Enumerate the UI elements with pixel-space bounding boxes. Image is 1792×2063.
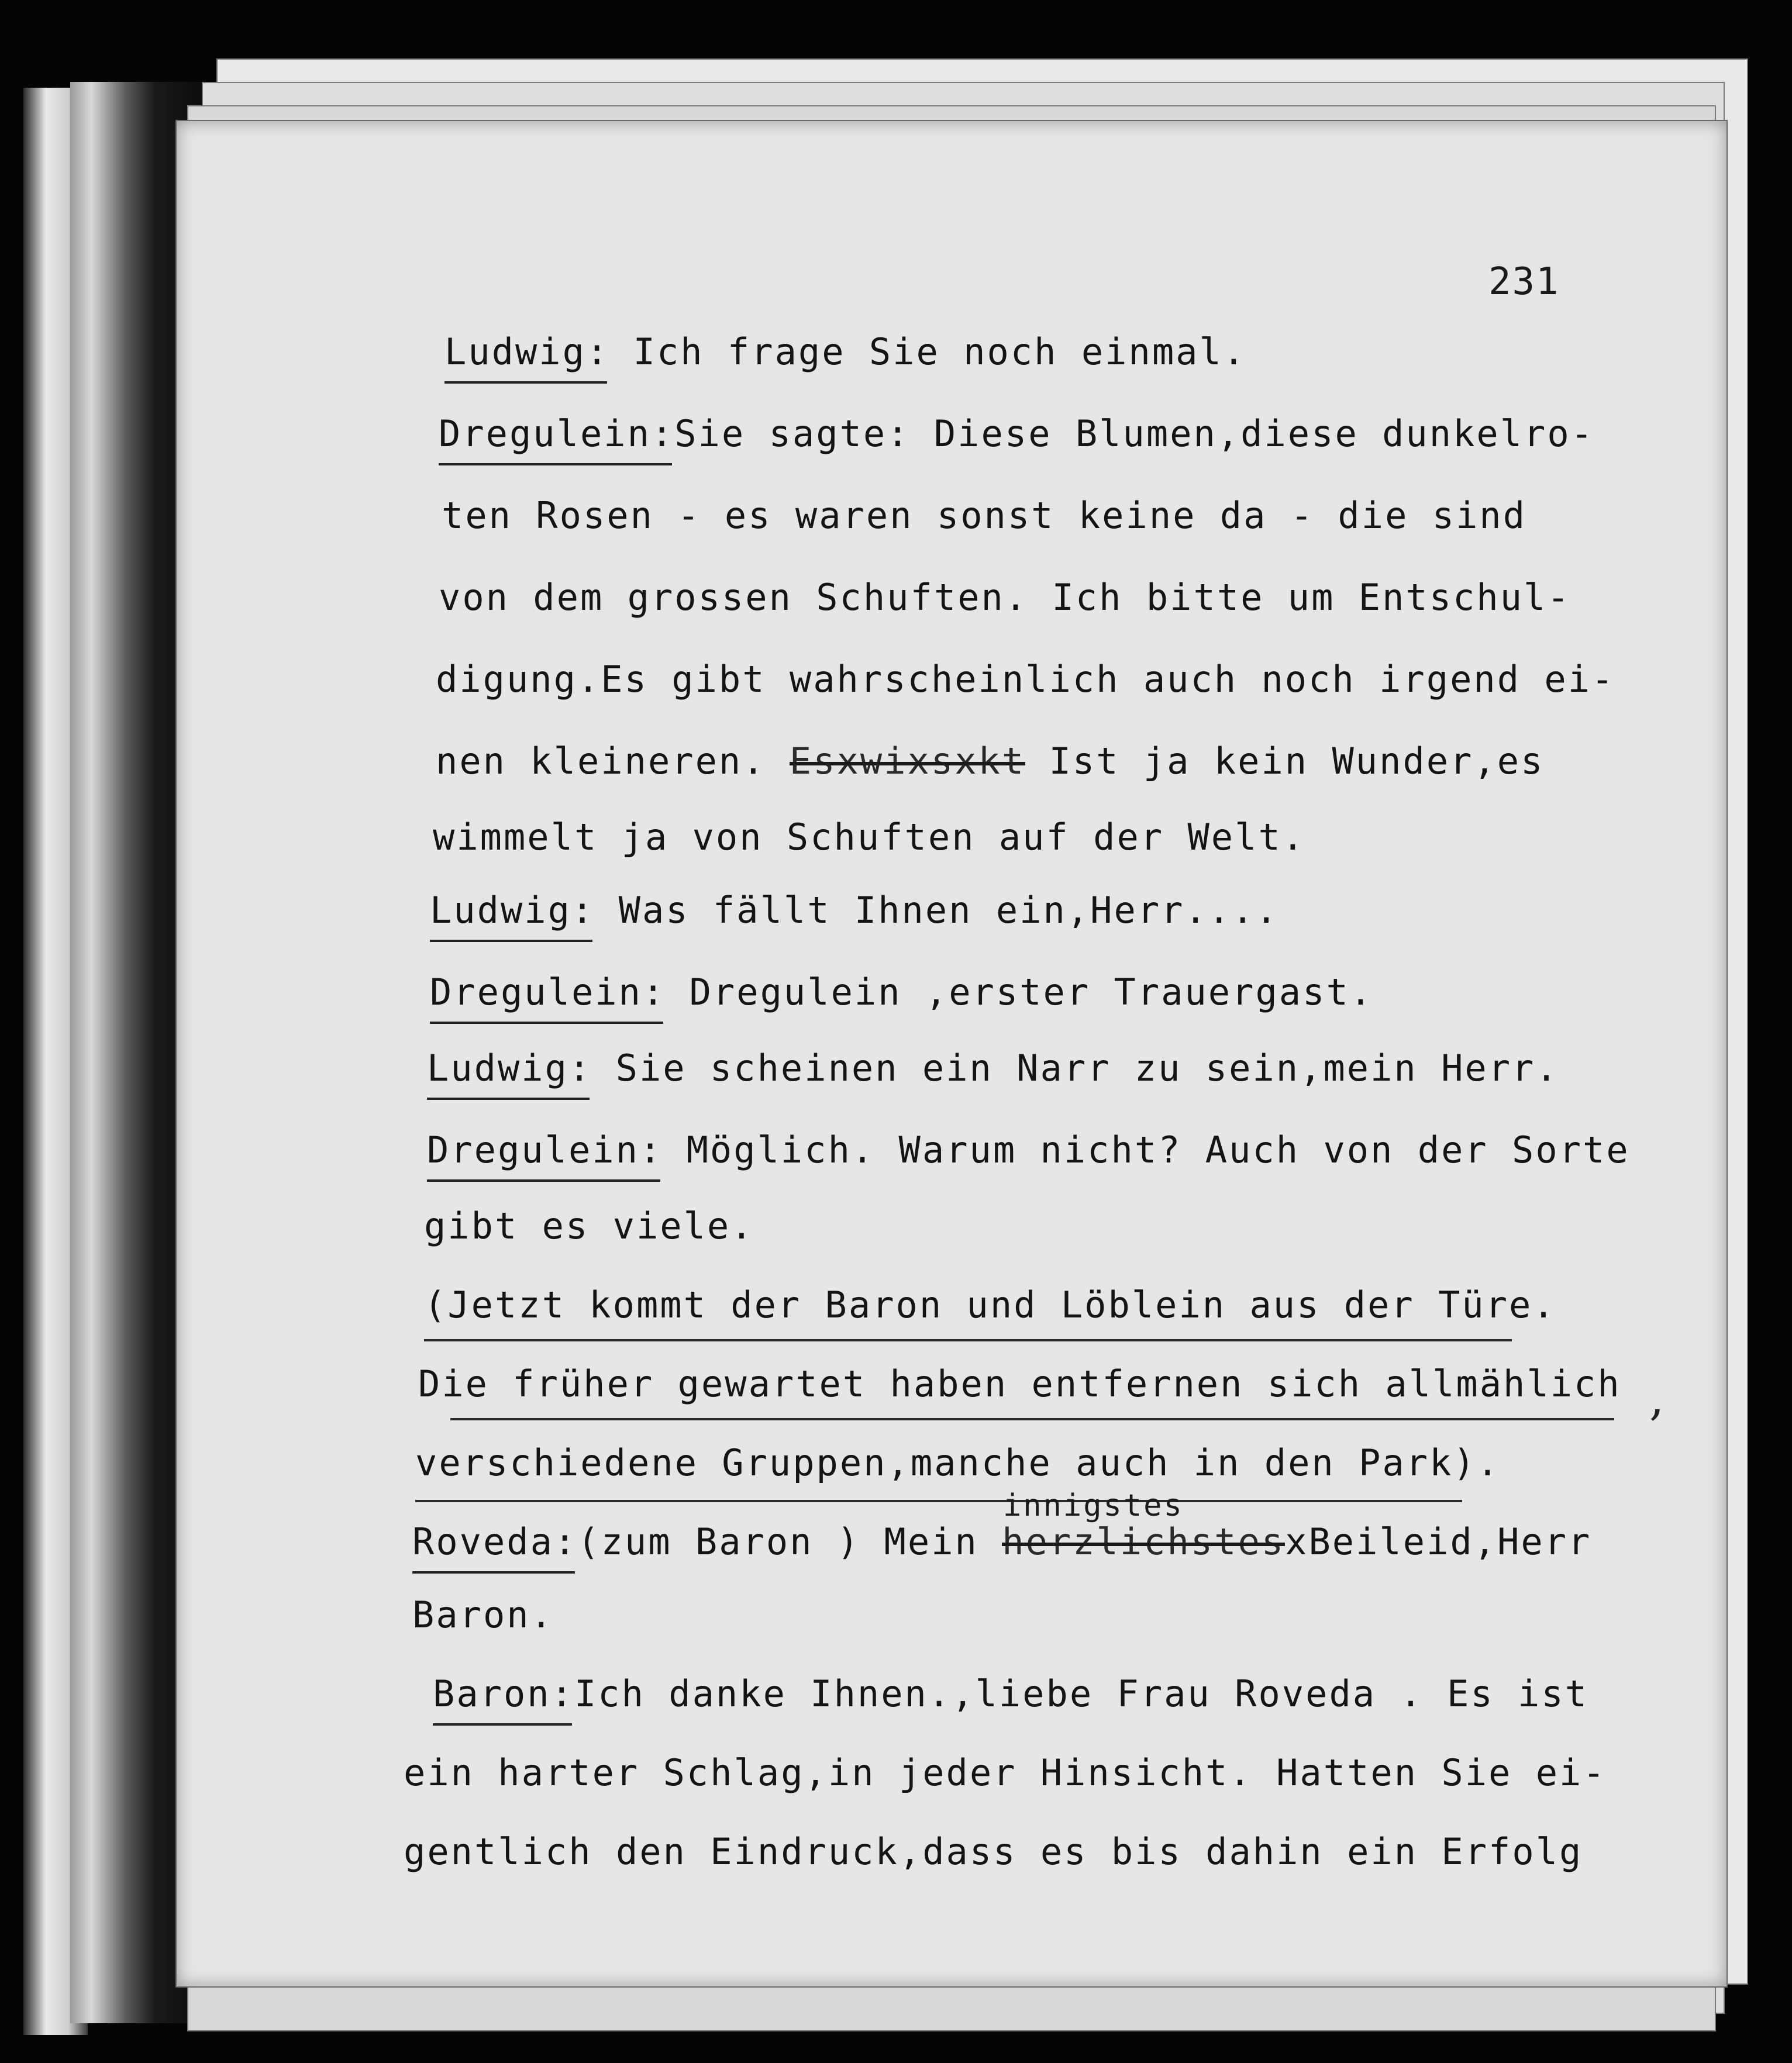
script-line <box>404 1830 1583 1873</box>
speaker-label: Ludwig: <box>427 1047 592 1089</box>
script-line <box>442 494 1526 537</box>
line-text: gibt es viele. <box>424 1205 754 1247</box>
script-line <box>412 1593 554 1636</box>
stage-direction-line <box>415 1441 1500 1484</box>
speaker-label: Dregulein: <box>427 1129 663 1171</box>
line-text: Ich frage Sie noch einmal. <box>609 330 1247 373</box>
script-line <box>430 971 1373 1013</box>
line-text: Sie scheinen ein Narr zu sein,mein Herr. <box>592 1047 1559 1089</box>
script-line <box>436 740 1544 782</box>
underline <box>415 1500 1462 1502</box>
line-text: ten Rosen - es waren sonst keine da - die sind <box>442 494 1527 537</box>
line-text: xBeileid,Herr <box>1285 1520 1592 1563</box>
line-text: (zum Baron ) Mein <box>577 1520 1002 1563</box>
line-text: Was fällt Ihnen ein,Herr.... <box>595 889 1279 932</box>
handwritten-insert: innigstes <box>1003 1488 1184 1523</box>
line-text: gentlich den Eindruck,dass es bis dahin ein Erfolg <box>404 1830 1583 1873</box>
line-text: Sie sagte: Diese Blumen,diese dunkelro- <box>674 412 1595 455</box>
line-text: Möglich. Warum nicht? Auch von der Sorte <box>663 1129 1630 1171</box>
script-line <box>433 1672 1588 1715</box>
script-line <box>433 816 1305 858</box>
speaker-label: Ludwig: <box>430 889 595 932</box>
stage-direction-line <box>424 1284 1556 1326</box>
comma-mark: , <box>1649 1371 1665 1426</box>
script-line <box>439 576 1571 619</box>
line-text: von dem grossen Schuften. Ich bitte um Entschul- <box>439 576 1571 619</box>
speaker-label: Ludwig: <box>444 330 610 373</box>
script-line <box>430 889 1279 932</box>
speaker-label: Baron: <box>433 1672 574 1715</box>
speaker-label: Dregulein: <box>439 412 675 455</box>
speaker-label: Roveda: <box>412 1520 578 1563</box>
script-line <box>444 330 1246 373</box>
line-text: nen kleineren. <box>436 740 790 782</box>
line-text: Die früher gewartet haben entfernen sich allmählich <box>418 1362 1621 1405</box>
script-line <box>439 412 1594 455</box>
script-line <box>412 1520 1591 1563</box>
line-text: ein harter Schlag,in jeder Hinsicht. Hatten Sie ei- <box>404 1751 1607 1794</box>
script-line <box>436 658 1615 701</box>
struck-text: herzlichstes <box>1002 1520 1286 1563</box>
line-text: verschiedene Gruppen,manche auch in den Park). <box>415 1441 1501 1484</box>
script-line <box>424 1205 754 1247</box>
script-line <box>404 1751 1607 1794</box>
script-line <box>427 1047 1559 1089</box>
underline <box>424 1339 1512 1341</box>
line-text: Ich danke Ihnen.,liebe Frau Roveda . Es ist <box>574 1672 1589 1715</box>
speaker-label: Dregulein: <box>430 971 666 1013</box>
struck-text: Esxwixsxkt <box>789 740 1026 782</box>
line-text: Dregulein ,erster Trauergast. <box>666 971 1374 1013</box>
line-text: (Jetzt kommt der Baron und Löblein aus der Türe. <box>424 1284 1556 1326</box>
underline <box>450 1418 1614 1420</box>
line-text: Baron. <box>412 1593 554 1636</box>
line-text: wimmelt ja von Schuften auf der Welt. <box>433 816 1306 858</box>
script-line <box>427 1129 1630 1171</box>
page-number: 231 <box>1488 260 1560 303</box>
line-text: digung.Es gibt wahrscheinlich auch noch irgend ei- <box>436 658 1615 701</box>
stage-direction-line <box>418 1362 1621 1405</box>
line-text: Ist ja kein Wunder,es <box>1025 740 1545 782</box>
